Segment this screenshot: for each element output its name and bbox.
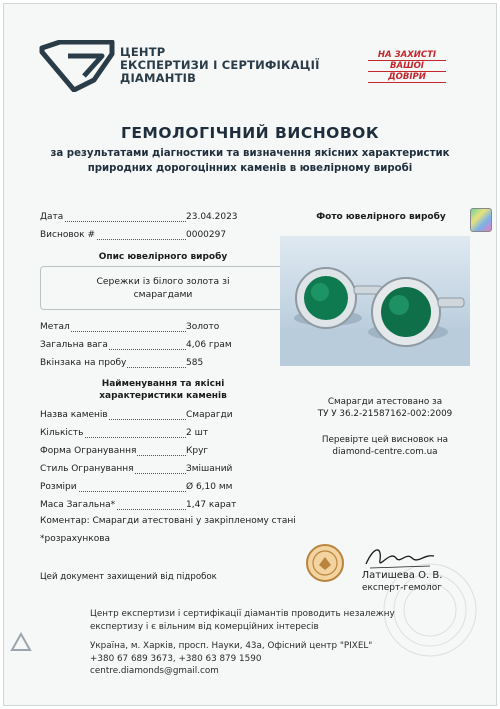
conclusion-number-row: Висновок # 0000297: [40, 230, 227, 240]
contacts: [90, 640, 372, 678]
seal-stamp-icon: [305, 543, 345, 587]
description-box: Сережки із білого золота зі смарагдами: [40, 266, 286, 310]
footnote: *розрахункова: [40, 534, 111, 544]
stone-qty-row: Кількість 2 шт: [40, 428, 209, 438]
earrings-photo: [280, 236, 470, 366]
weight-row: Загальна вага 4,06 грам: [40, 340, 232, 350]
document-subtitle: за результатами діагностики та визначення якісних характеристик природних дорогоцінних каменів в ювелірному виробі: [50, 148, 450, 174]
comment: Коментар: Смарагди атестовані у закріпленому стані: [40, 516, 296, 526]
certification-standard: Смарагди атестовано за ТУ У 36.2-21587162-002:2009: [317, 397, 453, 419]
cut-shape-row: Форма Огранування Круг: [40, 446, 209, 456]
protection-note: Цей документ захищений від підробок: [40, 572, 217, 582]
verify-link[interactable]: diamond-centre.com.ua: [332, 447, 438, 457]
phones: +380 67 689 3673, +380 63 879 1590: [90, 653, 262, 664]
signer-block: [352, 570, 452, 594]
date-row: Дата 23.04.2023: [40, 212, 238, 222]
slogan-badge: НА ЗАХИСТІ ВАШОЇ ДОВІРИ: [368, 50, 446, 83]
hologram-icon: [470, 208, 492, 232]
verify-note: Перевірте цей висновок на diamond-centre.com.ua: [300, 434, 470, 458]
document-title: ГЕМОЛОГІЧНИЙ ВИСНОВОК: [120, 124, 380, 142]
triangle-mark-icon: [8, 630, 34, 660]
cut-style-row: Стиль Огранування Змішаний: [40, 464, 233, 474]
email[interactable]: centre.diamonds@gmail.com: [90, 666, 219, 676]
independence-note: Центр експертизи і сертифікації діамантів проводить незалежну експертизу і є вільним від комерційних інтересів: [90, 609, 395, 632]
signer-name: Латишева О. В.: [361, 570, 443, 581]
size-row: Розміри Ø 6,10 мм: [40, 482, 233, 492]
stones-heading: Найменування та якісні характеристики каменів: [99, 379, 227, 401]
description-heading: Опис ювелірного виробу: [98, 252, 228, 262]
address: Україна, м. Харків, просп. Науки, 43а, Офісний центр "PIXEL": [90, 641, 373, 651]
fineness-row: Вкінзака на пробу 585: [40, 358, 204, 368]
stone-name-row: Назва каменів Смарагди: [40, 410, 233, 420]
metal-row: Метал Золото: [40, 322, 220, 332]
photo-label: Фото ювелірного виробу: [316, 212, 446, 222]
signer-role: експерт-гемолог: [361, 583, 443, 593]
organization-name: ЦЕНТР ЕКСПЕРТИЗИ І СЕРТИФІКАЦІЇ ДІАМАНТІВ: [120, 45, 320, 85]
logo-diamond-icon: [38, 40, 116, 96]
mass-row: Маса Загальна* 1,47 карат: [40, 500, 237, 510]
